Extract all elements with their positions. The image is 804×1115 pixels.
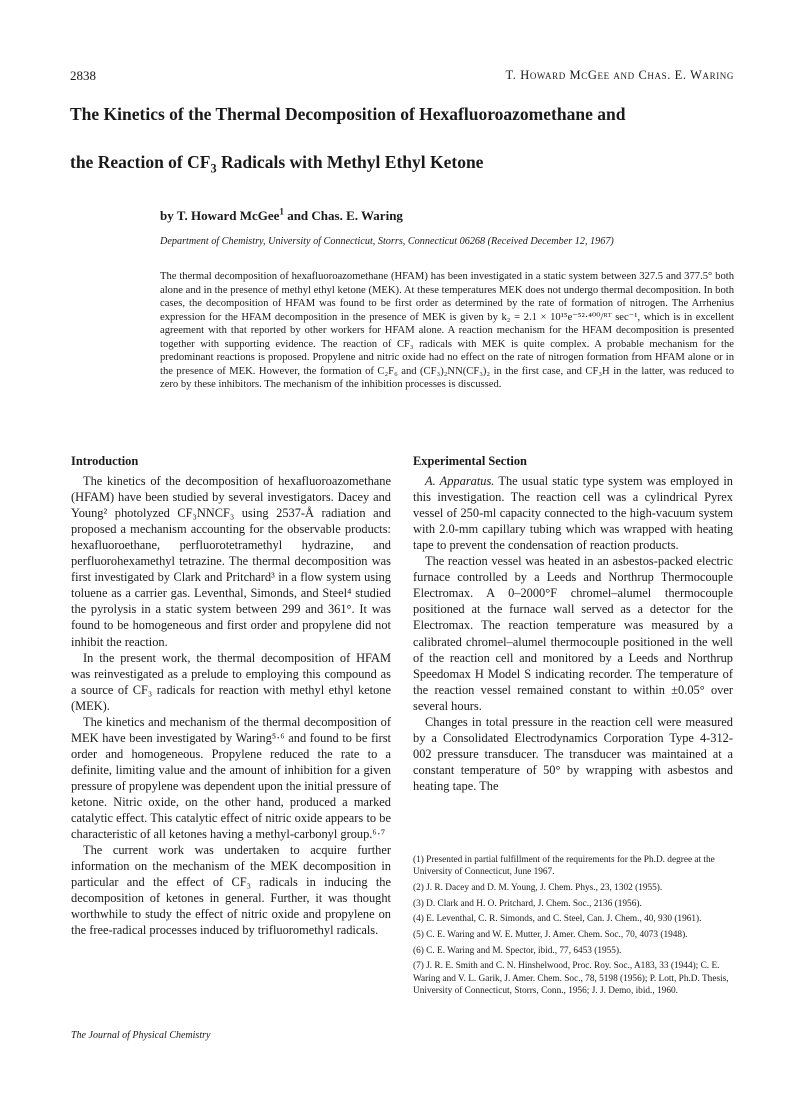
paragraph: The kinetics of the decomposition of hexafluoroazomethane (HFAM) have been studied by several investigators. Dacey and Young² photolyzed CF₃NNCF₃ using 2537-Å radiation and proposed a mechanism accounting for the observable products: hexafluoroethane, perfluorotetramethyl hydrazine, and perfluorohexamethyl tetrazine. The thermal decomposition was first investigated by Clark and Pritchard³ in a flow system using toluene as a carrier gas. Leventhal, Simonds, and Steel⁴ studied the pyrolysis in a static system between 299 and 361°. It was found to be homogeneous and first order and propylene did not inhibit the reaction. — [71, 474, 391, 649]
paragraph — [413, 473, 733, 553]
footnote: (7) J. R. E. Smith and C. N. Hinshelwood, Proc. Roy. Soc., A183, 33 (1944); C. E. Waring and V. L. Garik, J. Amer. Chem. Soc., 78, 5198 (1956); P. Lott, Ph.D. Thesis, University of Connecticut, Storrs, Conn., 1956; J. J. Demo, ibid., 1960. — [413, 961, 729, 996]
section-heading-experimental: Experimental Section — [413, 454, 527, 468]
byline-first-author: by T. Howard McGee — [160, 208, 280, 223]
page-number: 2838 — [70, 68, 96, 83]
footnote-marker: 1 — [279, 206, 284, 217]
footnote: (4) E. Leventhal, C. R. Simonds, and C. Steel, Can. J. Chem., 40, 930 (1961). — [413, 914, 702, 925]
subsection-label: A. Apparatus. — [425, 474, 495, 489]
paragraph: The current work was undertaken to acquire further information on the mechanism of the MEK decomposition in particular and the effect of CF₃ radicals in inducing the decomposition of ketones in general. Further, it was thought worthwhile to study the effect of nitric oxide and propylene on the free-radical processes induced by trifluoromethyl radicals. — [71, 843, 391, 938]
journal-footer: The Journal of Physical Chemistry — [71, 1030, 211, 1041]
footnote: (6) C. E. Waring and M. Spector, ibid., 77, 6453 (1955). — [413, 945, 622, 956]
title-subscript: 3 — [210, 161, 217, 176]
footnotes — [413, 854, 735, 1001]
affiliation: Department of Chemistry, University of Connecticut, Storrs, Connecticut 06268 (Received December 12, 1967) — [160, 236, 614, 247]
paragraph: Changes in total pressure in the reaction cell were measured by a Consolidated Electrodynamics Corporation Type 4-312-002 pressure transducer. The transducer was maintained at a constant temperature of 50° by wrapping with asbestos and heating tape. The — [413, 714, 733, 793]
footnote: (1) Presented in partial fulfillment of the requirements for the Ph.D. degree at the University of Connecticut, June 1967. — [413, 855, 715, 878]
author-byline — [160, 208, 403, 224]
byline-second-author: and Chas. E. Waring — [283, 208, 403, 223]
paragraph: The reaction vessel was heated in an asbestos-packed electric furnace controlled by a Leeds and Northrup Thermocouple Electromax. A 0–2000°F chromel–alumel thermocouple positioned at the furnace wall served as a detector for the Electromax. The reaction temperature was measured by a calibrated chromel–alumel thermocouple positioned in the well of the reaction cell and monitored by a Leeds and Northrup Speedomax H Model S indicating recorder. The temperature of the reaction vessel remained constant to within ±0.05° over several hours. — [413, 554, 733, 713]
experimental-column — [413, 453, 733, 794]
footnote: (2) J. R. Dacey and D. M. Young, J. Chem. Phys., 23, 1302 (1955). — [413, 882, 663, 893]
abstract: The thermal decomposition of hexafluoroazomethane (HFAM) has been investigated in a static system between 327.5 and 377.5° both alone and in the presence of methyl ethyl ketone (MEK). At these temperatures MEK does not undergo thermal decomposition. In both cases, the decomposition of HFAM was found to be first order as determined by the rate of formation of nitrogen. The Arrhenius expression for the HFAM decomposition in the presence of MEK is given by k₂ = 2.1 × 10¹⁵e⁻⁵²·⁴⁰⁰/ᴿᵀ sec⁻¹, which is in excellent agreement with that reported by other workers for HFAM alone. A reaction mechanism for the HFAM decomposition is presented together with supporting evidence. The reaction of CF₃ radicals with MEK is quite complex. A probable mechanism for the predominant reactions is proposed. Propylene and nitric oxide had no effect on the rate of nitrogen formation from HFAM alone or in the presence of MEK. However, the formation of C₂F₆ and (CF₃)₂NN(CF₃)₂ in the first case, and CF₃H in the latter, was reduced to zero by these inhibitors. The mechanism of the inhibition processes is discussed. — [160, 271, 734, 391]
article-title-line-1: The Kinetics of the Thermal Decomposition of Hexafluoroazomethane and — [70, 104, 626, 124]
footnote: (5) C. E. Waring and W. E. Mutter, J. Amer. Chem. Soc., 70, 4073 (1948). — [413, 930, 688, 941]
section-heading-introduction: Introduction — [71, 454, 139, 468]
paragraph-text: The usual static type system was employed in this investigation. The reaction cell was a cylindrical Pyrex vessel of 250-ml capacity connected to the high-vacuum system with 2.0-mm capillary tubing which was wrapped with heating tape to prevent the condensation of reaction products. — [413, 474, 733, 553]
running-head: T. Howard McGee and Chas. E. Waring — [505, 68, 734, 82]
title-part: Radicals with Methyl Ethyl Ketone — [216, 152, 484, 172]
paragraph: The kinetics and mechanism of the thermal decomposition of MEK have been investigated by Waring⁵·⁶ and found to be first order and homogeneous. Propylene reduced the rate to a definite, limiting value and the amount of inhibition for a given pressure of propylene was dependent upon the initial pressure of ketone. Nitric oxide, on the other hand, produced a marked catalytic effect. This catalytic effect of nitric oxide appears to be characteristic of all ketones having a methyl-carbonyl group.⁶·⁷ — [71, 714, 391, 842]
article-title-line-2 — [70, 151, 740, 176]
title-part: the Reaction of CF — [70, 152, 211, 172]
paragraph: In the present work, the thermal decomposition of HFAM was reinvestigated as a prelude to employing this compound as a source of CF₃ radicals for reaction with methyl ethyl ketone (MEK). — [71, 650, 391, 713]
introduction-column — [71, 453, 391, 938]
footnote: (3) D. Clark and H. O. Pritchard, J. Chem. Soc., 2136 (1956). — [413, 898, 642, 909]
